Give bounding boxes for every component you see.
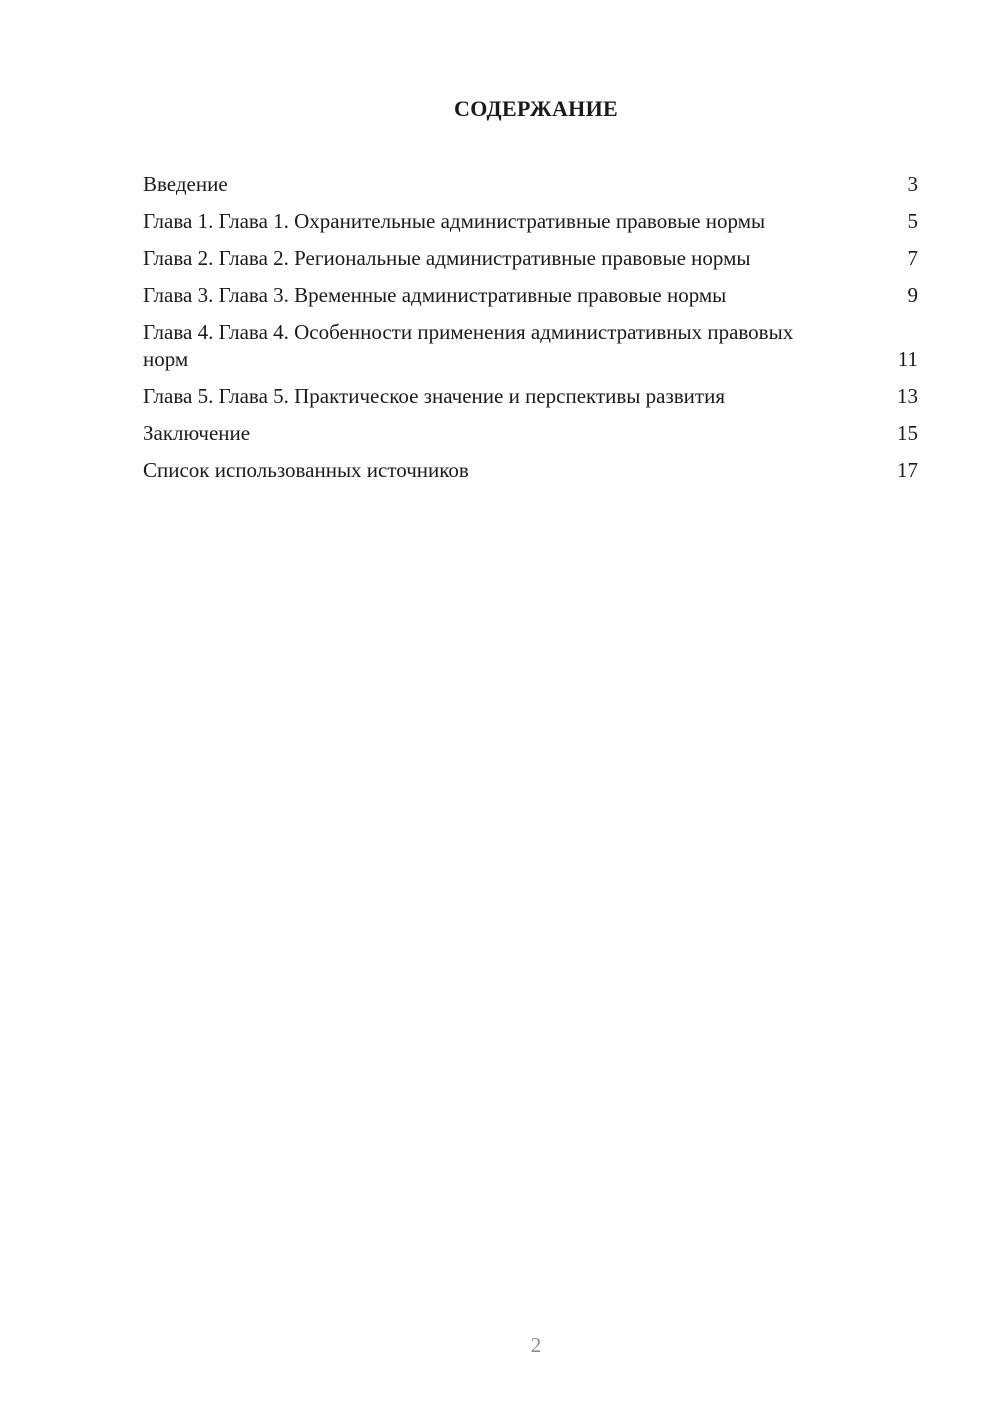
toc-entry-text: Заключение [143,421,251,445]
toc-entry [143,457,918,484]
toc-entry-page: 3 [907,172,918,196]
toc-entry-text: Глава 3. Глава 3. Временные административные правовые нормы [143,283,727,307]
toc-entry-text: Глава 1. Глава 1. Охранительные административные правовые нормы [143,209,766,233]
toc-entry-text: Введение [143,172,228,196]
toc-entry-page: 17 [897,458,918,482]
page-title: СОДЕРЖАНИЕ [454,96,618,121]
table-of-contents [143,171,918,494]
toc-entry-text: Глава 2. Глава 2. Региональные административные правовые нормы [143,246,751,270]
toc-entry-page: 11 [897,347,918,371]
toc-entry-page: 5 [907,209,918,233]
toc-entry [143,208,918,235]
toc-entry-page: 7 [907,246,918,270]
toc-entry-text: Список использованных источников [143,458,469,482]
toc-entry [143,420,918,447]
toc-entry [143,171,918,198]
toc-entry-page: 15 [897,421,918,445]
toc-entry-text: Глава 4. Глава 4. Особенности применения административных правовых норм [143,320,794,371]
toc-entry [143,245,918,272]
toc-entry-page: 13 [897,384,918,408]
toc-entry [143,282,918,309]
page-number: 2 [530,1333,542,1357]
toc-entry-text: Глава 5. Глава 5. Практическое значение и перспективы развития [143,384,725,408]
toc-entry [143,319,918,373]
toc-entry-page: 9 [907,283,918,307]
toc-entry [143,383,918,410]
